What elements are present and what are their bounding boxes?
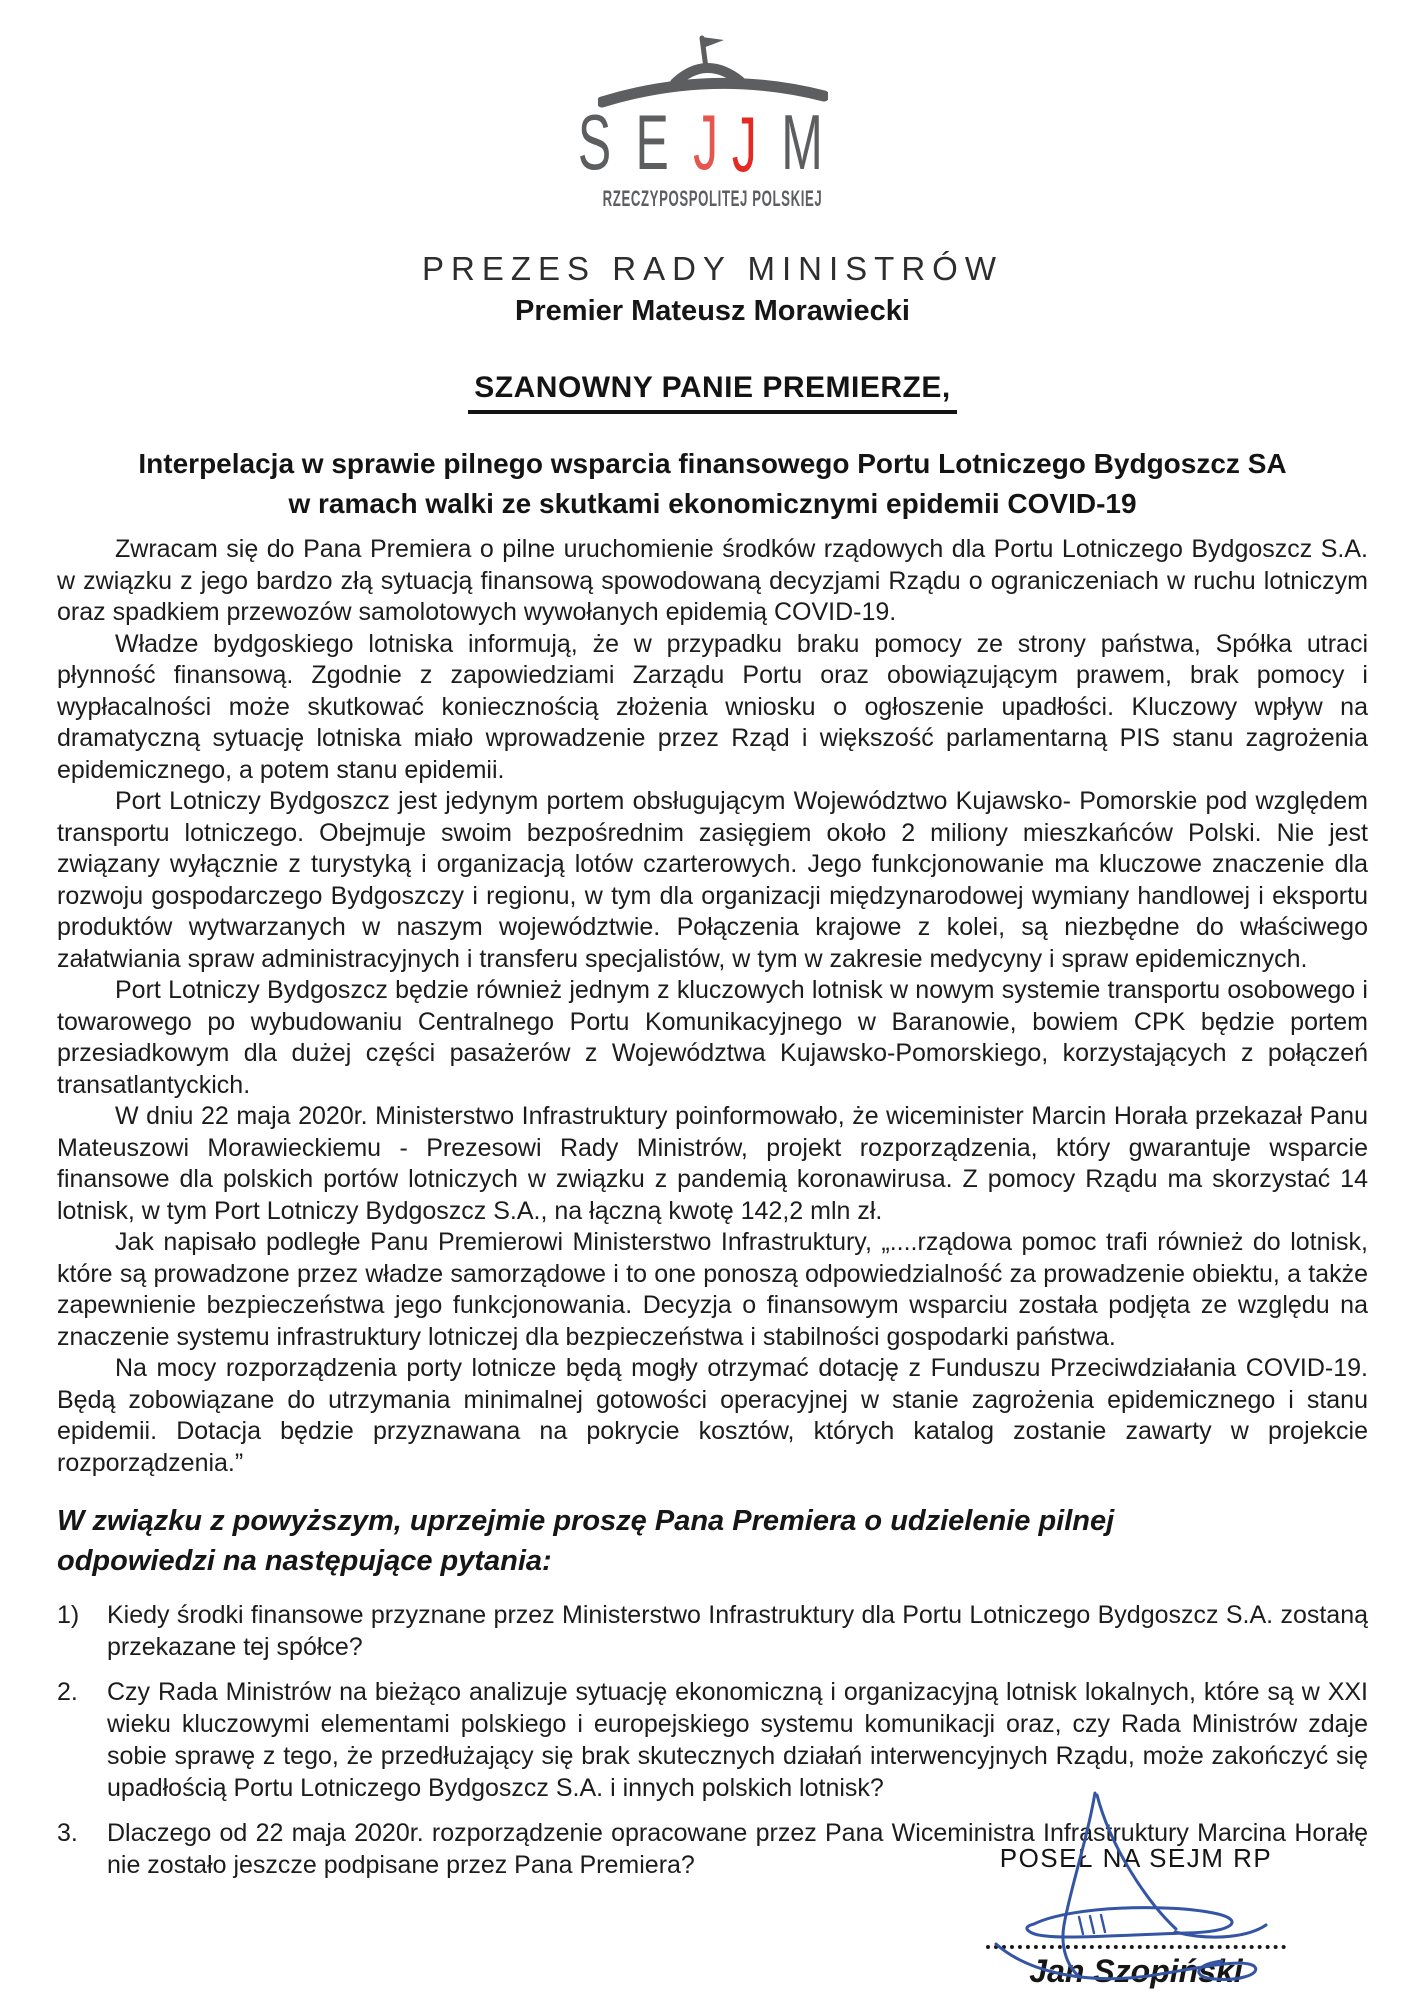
wordmark-letter-j-light: J [693, 98, 743, 186]
question-item-1 [57, 1599, 1368, 1663]
body-paragraph-2: Władze bydgoskiego lotniska informują, że w przypadku braku pomocy ze strony państwa, Spółka utraci płynność finansową. Zgodnie z zapowiedziami Zarządu Portu oraz obowiązującym prawem, brak pomocy i wypłacalności może skutkować koniecznością złożenia wniosku o ogłoszenie upadłości. Kluczowy wpływ na dramatyczną sytuację lotniska miało wprowadzenie przez Rząd i większość parlamentarną PIS stanu zagrożenia epidemicznego, a potem stanu epidemii. [57, 629, 1368, 784]
signature-role: POSEŁ NA SEJM RP [999, 1843, 1273, 1873]
salutation-wrap [0, 371, 1425, 414]
signature-block [936, 1843, 1336, 1990]
letter-body [57, 534, 1368, 1479]
subject-line-2: w ramach walki ze skutkami ekonomicznymi epidemii COVID-19 [288, 488, 1137, 519]
question-text: Dlaczego od 22 maja 2020r. rozporządzenie opracowane przez Pana Wiceministra Infrastruktury Marcina Horałę nie zostało jeszcze podpisane przez Pana Premiera? [107, 1819, 1368, 1879]
addressee-title: PREZES RADY MINISTRÓW [422, 250, 1003, 287]
body-paragraph-1: Zwracam się do Pana Premiera o pilne uruchomienie środków rządowych dla Portu Lotniczego Bydgoszcz S.A. w związku z jego bardzo złą sytuacją finansową spowodowaną decyzjami Rządu o ograniczeniach w ruchu lotniczym oraz spadkiem przewozów samolotowych wywołanych epidemią COVID-19. [57, 535, 1368, 626]
request-heading [57, 1501, 1368, 1581]
body-paragraph-5: W dniu 22 maja 2020r. Ministerstwo Infrastruktury poinformowało, że wiceminister Marcin Horała przekazał Panu Mateuszowi Morawieckiemu - Prezesowi Rady Ministrów, projekt rozporządzenia, który gwarantuje wsparcie finansowe dla polskich portów lotniczych w związku z pandemią koronawirusa. Z pomocy Rządu ma skorzystać 14 lotnisk, w tym Port Lotniczy Bydgoszcz S.A., na łączną kwotę 142,2 mln zł. [57, 1102, 1368, 1225]
wordmark-letter-s: S [577, 98, 636, 186]
salutation: SZANOWNY PANIE PREMIERZE, [468, 371, 956, 414]
sejm-logo [0, 30, 1425, 212]
question-item-2 [57, 1676, 1368, 1804]
wordmark-letter-j-red: J [731, 99, 782, 188]
wordmark-letter-m: M [781, 98, 848, 186]
wordmark-letter-e: E [635, 98, 694, 186]
subject-title [0, 444, 1425, 524]
body-paragraph-7: Na mocy rozporządzenia porty lotnicze będą mogły otrzymać dotację z Funduszu Przeciwdziałania COVID-19. Będą zobowiązane do utrzymania minimalnej gotowości operacyjnej w stanie zagrożenia epidemicznego i stanu epidemii. Dotacja będzie przyznawana na pokrycie kosztów, których katalog zostanie zawarty w projekcie rozporządzenia.” [57, 1354, 1368, 1477]
request-line-1: W związku z powyższym, uprzejmie proszę Pana Premiera o udzielenie pilnej [57, 1505, 1115, 1537]
logo-subtitle: RZECZYPOSPOLITEJ POLSKIEJ [602, 186, 823, 211]
signature-dotted-line [986, 1945, 1286, 1949]
body-paragraph-3: Port Lotniczy Bydgoszcz jest jedynym portem obsługującym Województwo Kujawsko- Pomorskie pod względem transportu lotniczego. Obejmuje swoim bezpośrednim zasięgiem około 2 miliony mieszkańców Polski. Nie jest związany wyłącznie z turystyką i organizacją lotów czarterowych. Jego funkcjonowanie ma kluczowe znaczenie dla rozwoju gospodarczego Bydgoszczy i regionu, w tym dla organizacji międzynarodowej wymiany handlowej i eksportu produktów wytwarzanych w naszym województwie. Połączenia krajowe z kolei, są niezbędne do właściwego załatwiania spraw administracyjnych i transferu specjalistów, w tym w zakresie medycyny i spraw epidemicznych. [57, 787, 1368, 973]
body-paragraph-6: Jak napisało podległe Panu Premierowi Ministerstwo Infrastruktury, „....rządowa pomoc trafi również do lotnisk, które są prowadzone przez władze samorządowe i to one ponoszą odpowiedzialność za prowadzenie obiektu, a także zapewnienie bezpieczeństwa jego funkcjonowania. Decyzja o finansowym wsparciu została podjęta ze względu na znaczenie systemu infrastruktury lotniczej dla bezpieczeństwa i stabilności gospodarki państwa. [57, 1228, 1368, 1351]
flag-icon [702, 37, 724, 48]
wordmark-double-j [693, 98, 782, 188]
addressee-name: Premier Mateusz Morawiecki [515, 295, 910, 327]
subject-line-1: Interpelacja w sprawie pilnego wsparcia finansowego Portu Lotniczego Bydgoszcz SA [138, 448, 1287, 479]
sejm-wordmark [257, 98, 1169, 188]
question-marker: 2. [57, 1678, 78, 1706]
question-text: Kiedy środki finansowe przyznane przez Ministerstwo Infrastruktury dla Portu Lotniczego Bydgoszcz S.A. zostaną przekazane tej spółce? [107, 1601, 1368, 1661]
question-text: Czy Rada Ministrów na bieżąco analizuje sytuację ekonomiczną i organizacyjną lotnisk lokalnych, które są w XXI wieku kluczowymi elementami polskiego i europejskiego systemu komunikacji oraz, czy Rada Ministrów zdaje sobie sprawę z tego, że przedłużający się brak skutecznych działań interwencyjnych Rządu, może zakończyć się upadłością Portu Lotniczego Bydgoszcz S.A. i innych polskich lotnisk? [107, 1678, 1368, 1802]
question-marker: 1) [57, 1601, 80, 1629]
questions-list [57, 1599, 1368, 1881]
addressee-block [0, 250, 1425, 329]
signature-name: Jan Szopiński [1029, 1953, 1243, 1989]
request-line-2: odpowiedzi na następujące pytania: [57, 1545, 552, 1577]
question-marker: 3. [57, 1819, 78, 1847]
body-paragraph-4: Port Lotniczy Bydgoszcz będzie również jednym z kluczowych lotnisk w nowym systemie transportu osobowego i towarowego po wybudowaniu Centralnego Portu Komunikacyjnego w Baranowie, bowiem CPK będzie portem przesiadkowym dla dużej części pasażerów z Województwa Kujawsko-Pomorskiego, korzystających z połączeń transatlantyckich. [57, 976, 1368, 1099]
